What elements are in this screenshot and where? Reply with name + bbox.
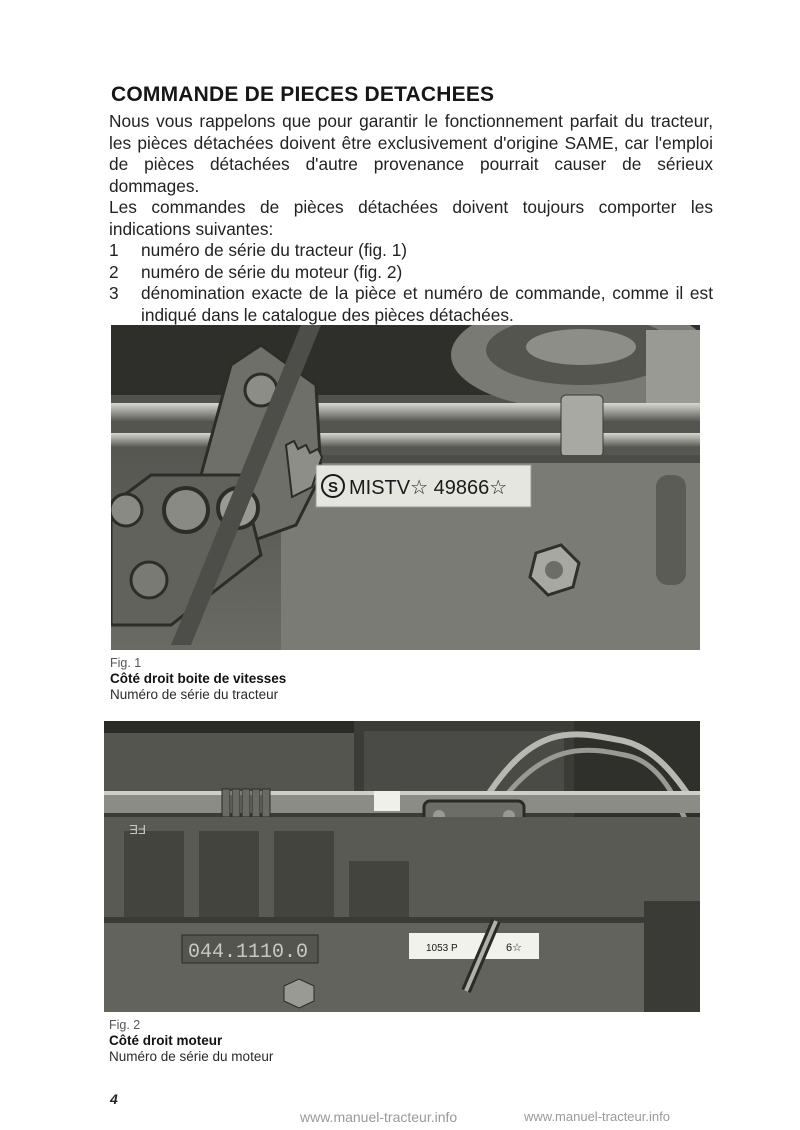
page-title: COMMANDE DE PIECES DETACHEES [111,83,495,106]
list-item-text: dénomination exacte de la pièce et numéro de commande, comme il est indiqué dans le catalogue des pièces détachées. [141,283,713,325]
list-item-number: 3 [109,283,119,303]
figure-1-label: Fig. 1 [110,656,142,670]
required-info-list [109,240,713,326]
list-item-number: 1 [109,240,119,260]
list-item [109,240,713,262]
figure-2-caption [109,1017,273,1065]
figure-1-title: Côté droit boite de vitesses [110,671,287,686]
fig2-plate-text: 1053 P [426,943,458,954]
figure-2-photo [104,721,700,1012]
figure-2-subtitle: Numéro de série du moteur [109,1049,274,1064]
watermark-right: www.manuel-tracteur.info [524,1109,670,1124]
figure-2-label: Fig. 2 [109,1018,141,1032]
fig2-stamp: FE [129,822,146,837]
figure-2-title: Côté droit moteur [109,1033,223,1048]
fig2-plate-suffix: 6☆ [506,942,522,954]
fig2-cast-number: 044.1110.0 [188,941,309,964]
intro-paragraph: Nous vous rappelons que pour garantir le fonctionnement parfait du tracteur, les pièces détachées doivent être exclusivement d'origine SAME, car l'emploi de pièces détachées d'autre provenance pourrait causer de sérieux dommages. [109,111,713,196]
svg-text:S: S [327,479,339,496]
body-text [109,111,713,326]
gearbox-photo-illustration [111,325,700,650]
figure-1-subtitle: Numéro de série du tracteur [110,687,279,702]
engine-photo-illustration [104,721,700,1012]
figure-1-caption [110,655,286,703]
figure-1-photo [111,325,700,650]
list-item [109,283,713,326]
list-item-text: numéro de série du tracteur (fig. 1) [141,240,408,260]
list-item-number: 2 [109,261,119,282]
instructions-paragraph: Les commandes de pièces détachées doivent toujours comporter les indications suivantes: [109,197,713,239]
list-item [109,262,713,284]
fig1-plate-text: MISTV☆ 49866☆ [349,477,508,499]
page-number: 4 [110,1091,118,1107]
watermark-left: www.manuel-tracteur.info [300,1109,458,1125]
list-item-text: numéro de série du moteur (fig. 2) [141,261,403,282]
